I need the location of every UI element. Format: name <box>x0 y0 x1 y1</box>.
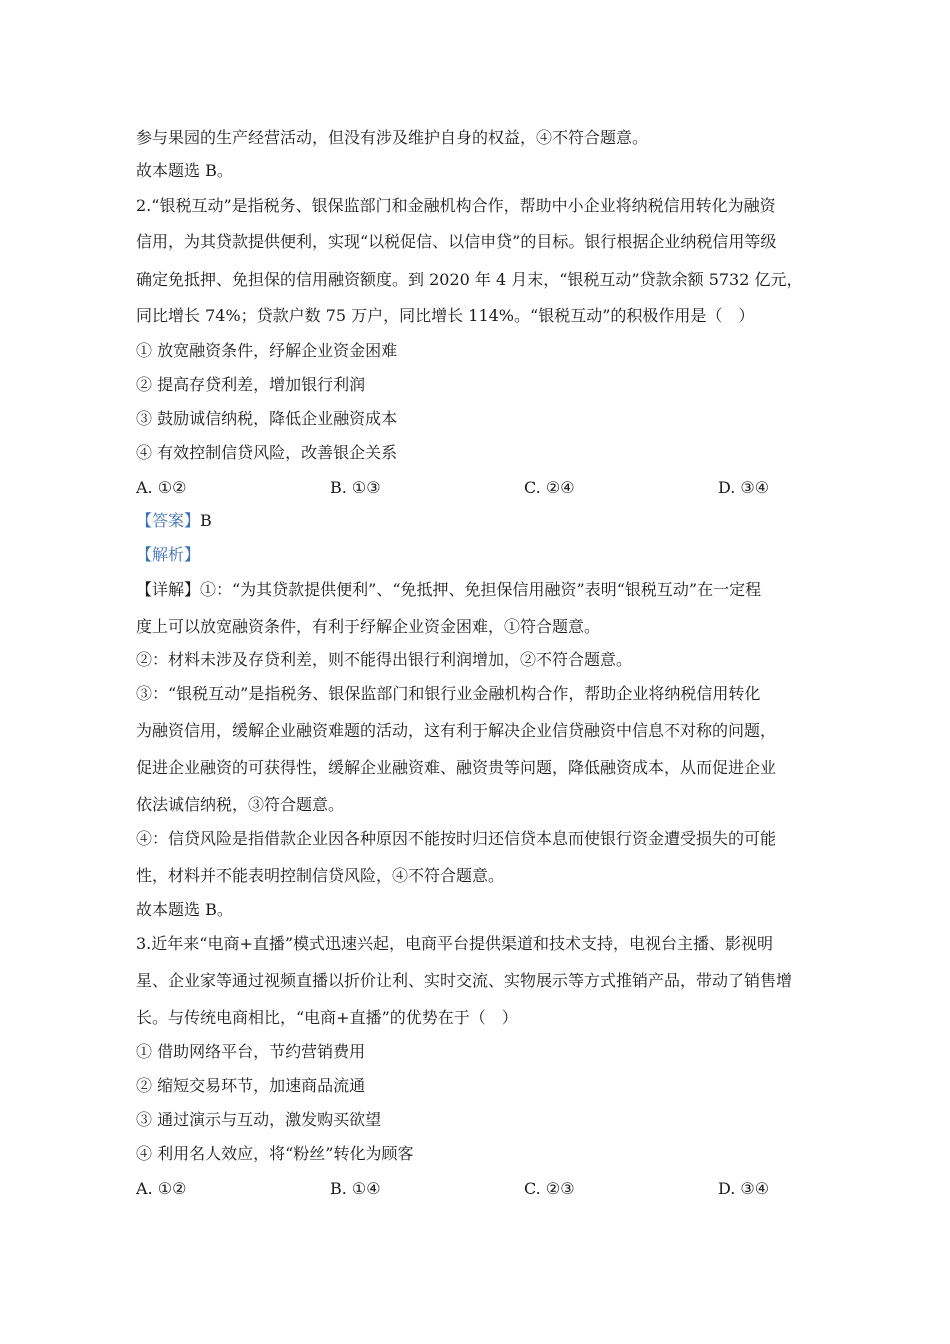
q3-option-c: C. ②③ <box>524 1179 575 1198</box>
q3-item: ② 缩短交易环节，加速商品流通 <box>136 1076 366 1095</box>
answer-value: B <box>200 511 212 530</box>
q3-item: ① 借助网络平台，节约营销费用 <box>136 1042 366 1061</box>
q2-conclusion: 故本题选 B。 <box>136 900 233 919</box>
q3-stem-line: 星、企业家等通过视频直播以折价让利、实时交流、实物展示等方式推销产品，带动了销售增 <box>136 971 793 990</box>
q2-item: ③ 鼓励诚信纳税，降低企业融资成本 <box>136 409 398 428</box>
q2-detail-line: ②：材料未涉及存贷利差，则不能得出银行利润增加，②不符合题意。 <box>136 650 633 669</box>
q2-option-c: C. ②④ <box>524 478 575 497</box>
q3-item: ③ 通过演示与互动，激发购买欲望 <box>136 1110 382 1129</box>
q2-answer <box>136 511 212 531</box>
q2-option-d: D. ③④ <box>718 478 770 497</box>
q3-option-d: D. ③④ <box>718 1179 770 1198</box>
q2-option-a: A. ①② <box>136 478 187 497</box>
q2-stem-line: 信用，为其贷款提供便利，实现“以税促信、以信申贷”的目标。银行根据企业纳税信用等级 <box>136 232 777 251</box>
q2-stem-line: 确定免抵押、免担保的信用融资额度。到 2020 年 4 月末，“银税互动”贷款余额 5732 亿元， <box>136 270 803 289</box>
q2-detail-line: 依法诚信纳税，③符合题意。 <box>136 795 345 814</box>
q2-detail-line: 度上可以放宽融资条件，有利于纾解企业资金困难，①符合题意。 <box>136 617 601 636</box>
q2-option-b: B. ①③ <box>330 478 381 497</box>
answer-label: 【答案】 <box>136 511 201 530</box>
prev-analysis-tail: 参与果园的生产经营活动，但没有涉及维护自身的权益，④不符合题意。 <box>136 128 649 147</box>
q3-item: ④ 利用名人效应，将“粉丝”转化为顾客 <box>136 1144 414 1163</box>
q3-option-a: A. ①② <box>136 1179 187 1198</box>
q2-stem-line: 2.“银税互动”是指税务、银保监部门和金融机构合作，帮助中小企业将纳税信用转化为融资 <box>136 196 776 215</box>
q2-detail-line: 性，材料并不能表明控制信贷风险，④不符合题意。 <box>136 866 505 885</box>
q2-detail-line: 为融资信用，缓解企业融资难题的活动，这有利于解决企业信贷融资中信息不对称的问题， <box>136 721 777 740</box>
q2-detail-line: ③：“银税互动”是指税务、银保监部门和银行业金融机构合作，帮助企业将纳税信用转化 <box>136 684 761 703</box>
q2-detail-line: ④：信贷风险是指借款企业因各种原因不能按时归还信贷本息而使银行资金遭受损失的可能 <box>136 829 777 848</box>
q2-detail-line: 【详解】①：“为其贷款提供便利”、“免抵押、免担保信用融资”表明“银税互动”在一定程 <box>136 580 762 599</box>
q2-detail-line: 促进企业融资的可获得性，缓解企业融资难、融资贵等问题，降低融资成本，从而促进企业 <box>136 758 777 777</box>
q2-item: ① 放宽融资条件，纾解企业资金困难 <box>136 341 398 360</box>
q2-item: ④ 有效控制信贷风险，改善银企关系 <box>136 443 398 462</box>
q3-stem-line: 3.近年来“电商+直播”模式迅速兴起，电商平台提供渠道和技术支持，电视台主播、影视明 <box>136 934 774 953</box>
q3-option-b: B. ①④ <box>330 1179 381 1198</box>
prev-conclusion: 故本题选 B。 <box>136 161 233 180</box>
q3-stem-line: 长。与传统电商相比，“电商+直播”的优势在于（ ） <box>136 1008 518 1027</box>
q2-stem-line: 同比增长 74%；贷款户数 75 万户，同比增长 114%。“银税互动”的积极作用是（ ） <box>136 306 755 325</box>
q2-item: ② 提高存贷利差，增加银行利润 <box>136 375 366 394</box>
analysis-label: 【解析】 <box>136 545 201 564</box>
